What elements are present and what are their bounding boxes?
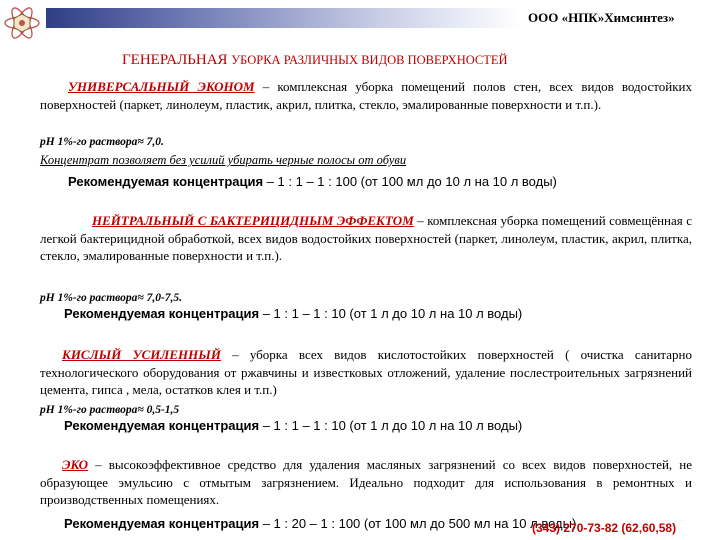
section-acid-desc (40, 346, 692, 399)
section-description: – высокоэффективное средство для удаления масляных загрязнений со всех видов поверхностей, не образующее эмульсию с отмытым загрязнением. Идеально подходит для использования в ремонтных и производственных помещениях. (40, 457, 692, 507)
rec-label: Рекомендуемая концентрация (64, 418, 260, 433)
footer-phone: (343) 270-73-82 (62,60,58) (532, 521, 677, 535)
rec-value: – 1 : 1 – 1 : 10 (от 1 л до 10 л на 10 л воды) (259, 418, 523, 433)
section-name: УНИВЕРСАЛЬНЫЙ ЭКОНОМ (68, 79, 255, 94)
rec-value: – 1 : 1 – 1 : 10 (от 1 л до 10 л на 10 л воды) (259, 306, 523, 321)
recommended-concentration (68, 174, 557, 189)
section-name: ЭКО (62, 457, 89, 472)
section-name: НЕЙТРАЛЬНЫЙ С БАКТЕРИЦИДНЫМ ЭФФЕКТОМ (92, 213, 414, 228)
rec-label: Рекомендуемая концентрация (64, 516, 260, 531)
atom-logo-icon (2, 2, 42, 44)
section-eco-desc (40, 456, 692, 509)
section-universal-desc (40, 78, 692, 113)
recommended-concentration (64, 306, 522, 321)
recommended-concentration (64, 516, 576, 531)
section-neutral-desc (40, 212, 692, 265)
section-description: – уборка всех видов кислотостойких поверхностей ( очистка санитарно технологического оборудования от ржавчины и известковых отложений, удаление послестроительных загрязнений цемента, гипса , мела, остатков клея и т.п.) (40, 347, 692, 397)
rec-value: – 1 : 1 – 1 : 100 (от 100 мл до 10 л на 10 л воды) (263, 174, 557, 189)
ph-value: рН 1%-го раствора≈ 7,0-7,5. (40, 292, 183, 304)
section-description: – комплексная уборка помещений полов стен, всех видов водостойких поверхностей (паркет, линолеум, пластик, акрил, плитка, стекло, эмалированные поверхности и т.п.). (40, 79, 692, 112)
title-part2: УБОРКА РАЗЛИЧНЫХ ВИДОВ ПОВЕРХНОСТЕЙ (231, 53, 508, 67)
recommended-concentration (64, 418, 522, 433)
section-description: – комплексная уборка помещений совмещённая с легкой бактерицидной обработкой, всех видов водостойких поверхностей (паркет, линолеум, пластик, акрил, плитка, стекло, эмалированные поверхности и т.п.). (40, 213, 693, 263)
rec-label: Рекомендуемая концентрация (68, 174, 264, 189)
header-gradient-bar (46, 8, 520, 28)
rec-value: – 1 : 20 – 1 : 100 (от 100 мл до 500 мл на 10 л воды) (259, 516, 577, 531)
page-title (122, 52, 508, 69)
company-name: ООО «НПК»Химсинтез» (528, 10, 675, 25)
rec-label: Рекомендуемая концентрация (64, 306, 260, 321)
section-note: Концентрат позволяет без усилий убирать черные полосы от обуви (40, 153, 407, 167)
ph-value: рН 1%-го раствора≈ 0,5-1,5 (40, 404, 180, 416)
section-name: КИСЛЫЙ УСИЛЕННЫЙ (62, 347, 221, 362)
ph-value: рН 1%-го раствора≈ 7,0. (40, 136, 164, 148)
title-part1: ГЕНЕРАЛЬНАЯ (122, 52, 228, 68)
